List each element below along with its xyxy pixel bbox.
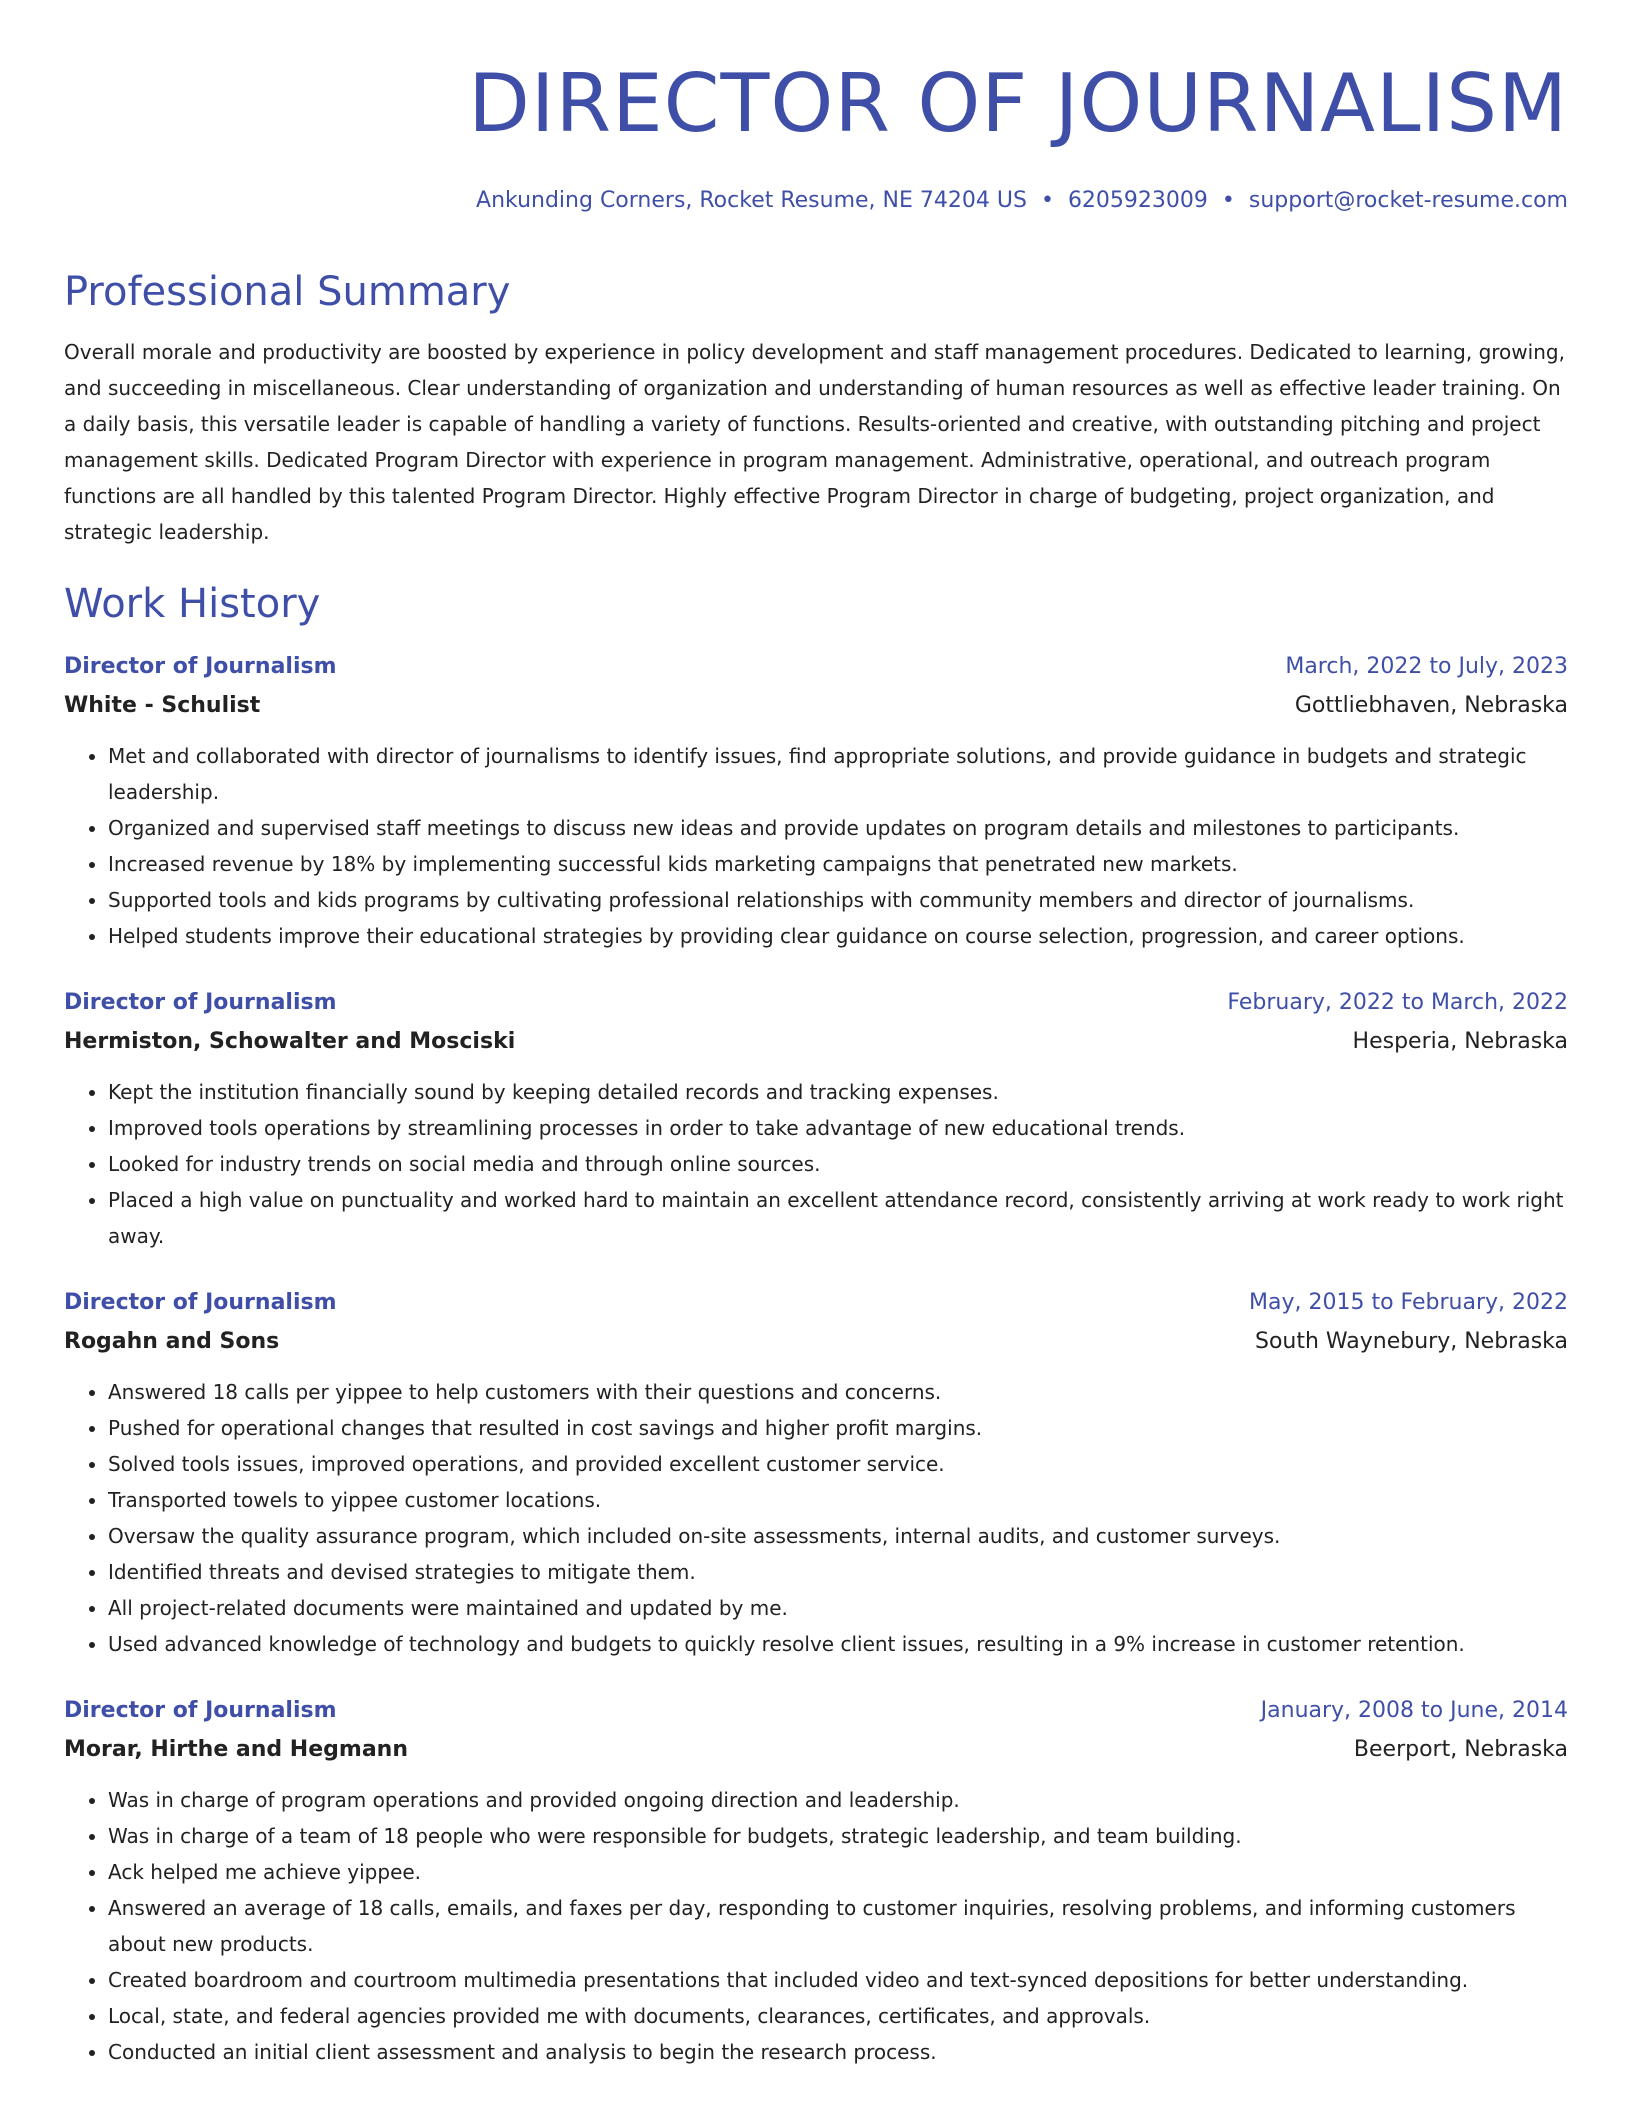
- summary-section: [64, 266, 1568, 550]
- job-bullet: • Supported tools and kids programs by cultivating professional relationships with community members and director of journalisms.: [108, 882, 1568, 918]
- resume-name: DIRECTOR OF JOURNALISM: [468, 57, 1568, 150]
- job-bullet: • Was in charge of program operations and provided ongoing direction and leadership.: [108, 1782, 1568, 1818]
- job-company-row: [64, 1322, 1568, 1362]
- contact-address: Ankunding Corners, Rocket Resume, NE 74204 US: [476, 188, 1027, 213]
- summary-text: Overall morale and productivity are boosted by experience in policy development and staff management procedures. Dedicated to learning, growing, and succeeding in miscellaneous. Clear understanding of organization and understanding of human resources as well as effective leader training. On a daily basis, this versatile leader is capable of handling a variety of functions. Results-oriented and creative, with outstanding pitching and project management skills. Dedicated Program Director with experience in program management. Administrative, operational, and outreach program functions are all handled by this talented Program Director. Highly effective Program Director in charge of budgeting, project organization, and strategic leadership.: [64, 340, 1565, 544]
- job-title: Director of Journalism: [64, 990, 337, 1015]
- job-location: Hesperia, Nebraska: [1352, 1029, 1568, 1054]
- job-location: Gottliebhaven, Nebraska: [1294, 693, 1568, 718]
- job-title-row: [64, 648, 1568, 686]
- job-title-row: [64, 1284, 1568, 1322]
- work-history-heading: Work History: [64, 581, 321, 627]
- job-company-row: [64, 686, 1568, 726]
- job-bullet: • Was in charge of a team of 18 people who were responsible for budgets, strategic leadership, and team building.: [108, 1818, 1568, 1854]
- job-bullet: • Answered 18 calls per yippee to help customers with their questions and concerns.: [108, 1374, 1568, 1410]
- job-dates: May, 2015 to February, 2022: [1249, 1290, 1568, 1315]
- job-entry: [64, 1284, 1568, 1662]
- job-title: Director of Journalism: [64, 654, 337, 679]
- job-bullet: • Placed a high value on punctuality and worked hard to maintain an excellent attendance record, consistently arriving at work ready to work right away.: [108, 1182, 1568, 1254]
- job-company: Hermiston, Schowalter and Mosciski: [64, 1029, 516, 1054]
- contact-phone: 6205923009: [1067, 188, 1208, 213]
- job-bullet: • Conducted an initial client assessment and analysis to begin the research process.: [108, 2034, 1568, 2070]
- job-bullet: • Solved tools issues, improved operations, and provided excellent customer service.: [108, 1446, 1568, 1482]
- job-location: South Waynebury, Nebraska: [1255, 1329, 1568, 1354]
- summary-heading: Professional Summary: [64, 269, 511, 315]
- job-bullet-list: [64, 1782, 1568, 2070]
- job-bullet: • Pushed for operational changes that resulted in cost savings and higher profit margins.: [108, 1410, 1568, 1446]
- job-bullet-list: [64, 1074, 1568, 1254]
- contact-email[interactable]: support@rocket-resume.com: [1248, 188, 1568, 213]
- job-bullet: • Met and collaborated with director of journalisms to identify issues, find appropriate solutions, and provide guidance in budgets and strategic leadership.: [108, 738, 1568, 810]
- job-bullet: • Identified threats and devised strategies to mitigate them.: [108, 1554, 1568, 1590]
- job-company-row: [64, 1730, 1568, 1770]
- job-title: Director of Journalism: [64, 1290, 337, 1315]
- job-location: Beerport, Nebraska: [1353, 1737, 1568, 1762]
- job-entry: [64, 984, 1568, 1254]
- job-entry: [64, 1692, 1568, 2070]
- job-bullet: • Used advanced knowledge of technology and budgets to quickly resolve client issues, resulting in a 9% increase in customer retention.: [108, 1626, 1568, 1662]
- job-title-row: [64, 1692, 1568, 1730]
- job-dates: January, 2008 to June, 2014: [1260, 1698, 1568, 1723]
- job-bullet: • Answered an average of 18 calls, emails, and faxes per day, responding to customer inquiries, resolving problems, and informing customers about new products.: [108, 1890, 1568, 1962]
- job-bullet: • Created boardroom and courtroom multimedia presentations that included video and text-synced depositions for better understanding.: [108, 1962, 1568, 1998]
- job-title: Director of Journalism: [64, 1698, 337, 1723]
- job-company: White - Schulist: [64, 693, 261, 718]
- job-list: [64, 648, 1568, 2070]
- job-bullet: • Improved tools operations by streamlining processes in order to take advantage of new educational trends.: [108, 1110, 1568, 1146]
- job-bullet: • Looked for industry trends on social media and through online sources.: [108, 1146, 1568, 1182]
- job-dates: February, 2022 to March, 2022: [1227, 990, 1568, 1015]
- job-title-row: [64, 984, 1568, 1022]
- contact-separator: •: [1040, 188, 1054, 213]
- job-bullet: • Ack helped me achieve yippee.: [108, 1854, 1568, 1890]
- job-company-row: [64, 1022, 1568, 1062]
- job-bullet: • Kept the institution financially sound by keeping detailed records and tracking expenses.: [108, 1074, 1568, 1110]
- job-bullet: • All project-related documents were maintained and updated by me.: [108, 1590, 1568, 1626]
- job-bullet-list: [64, 1374, 1568, 1662]
- work-history-section: [64, 578, 1568, 2070]
- job-bullet: • Helped students improve their educational strategies by providing clear guidance on course selection, progression, and career options.: [108, 918, 1568, 954]
- job-entry: [64, 648, 1568, 954]
- job-bullet: • Local, state, and federal agencies provided me with documents, clearances, certificates, and approvals.: [108, 1998, 1568, 2034]
- contact-separator: •: [1221, 188, 1235, 213]
- job-bullet: • Increased revenue by 18% by implementing successful kids marketing campaigns that penetrated new markets.: [108, 846, 1568, 882]
- job-bullet-list: [64, 738, 1568, 954]
- job-bullet: • Transported towels to yippee customer locations.: [108, 1482, 1568, 1518]
- job-bullet: • Organized and supervised staff meetings to discuss new ideas and provide updates on program details and milestones to participants.: [108, 810, 1568, 846]
- contact-line: [64, 186, 1568, 216]
- job-bullet: • Oversaw the quality assurance program, which included on-site assessments, internal audits, and customer surveys.: [108, 1518, 1568, 1554]
- job-dates: March, 2022 to July, 2023: [1285, 654, 1568, 679]
- job-company: Rogahn and Sons: [64, 1329, 280, 1354]
- job-company: Morar, Hirthe and Hegmann: [64, 1737, 408, 1762]
- resume-header: [64, 0, 1568, 216]
